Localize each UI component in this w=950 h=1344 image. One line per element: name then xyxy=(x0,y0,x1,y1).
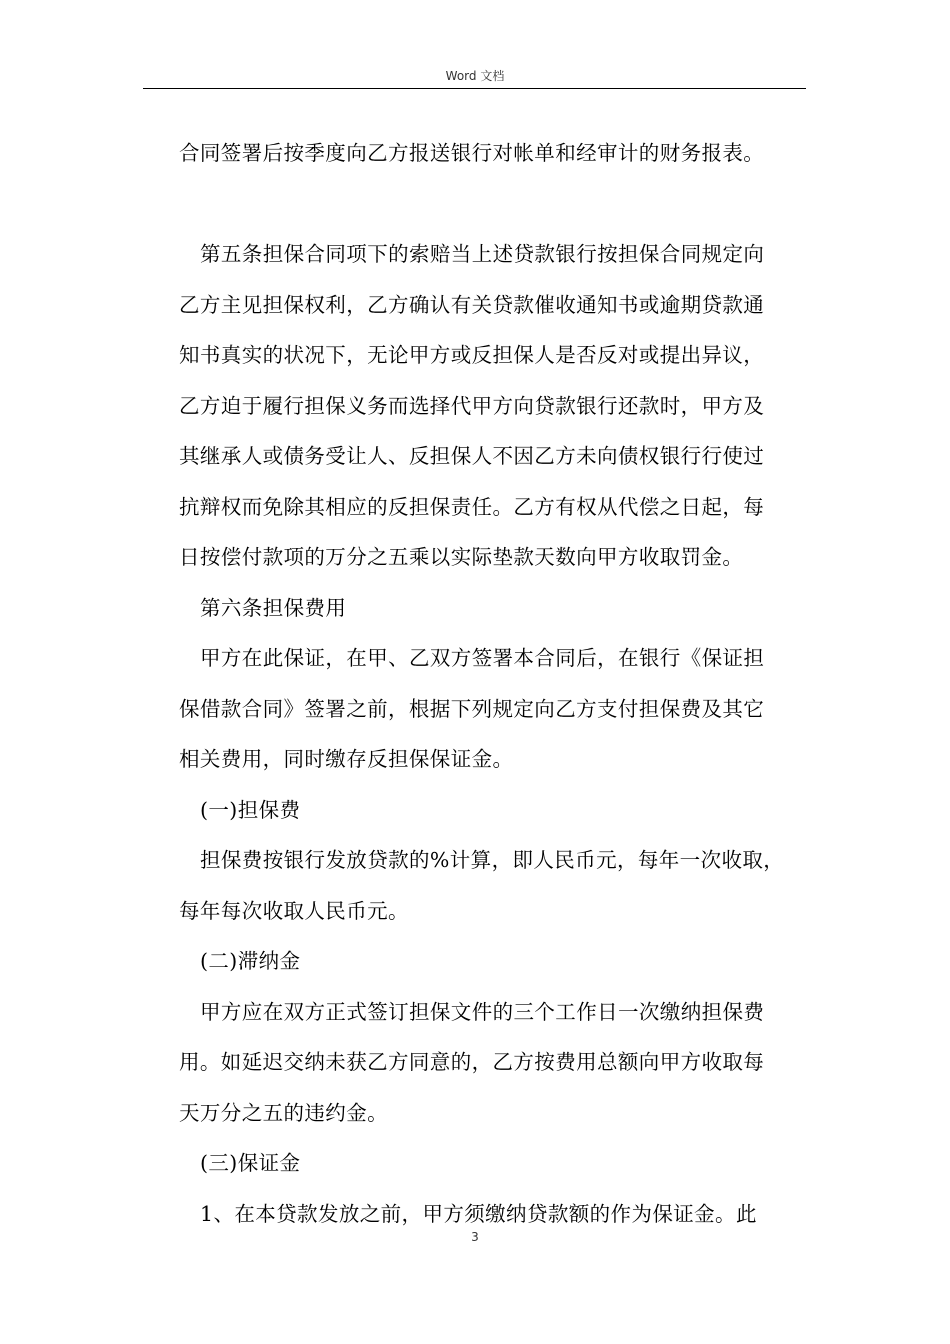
body-line: 日按偿付款项的万分之五乘以实际垫款天数向甲方收取罚金。 xyxy=(179,545,744,569)
section-heading: 第六条担保费用 xyxy=(200,595,347,620)
body-line: 第五条担保合同项下的索赔当上述贷款银行按担保合同规定向 xyxy=(200,242,765,266)
body-line: 保借款合同》签署之前，根据下列规定向乙方支付担保费及其它 xyxy=(179,696,765,721)
body-line: 1、在本贷款发放之前，甲方须缴纳贷款额的作为保证金。此 xyxy=(200,1201,757,1226)
subsection-heading: (二)滞纳金 xyxy=(200,949,301,973)
subsection-heading: (三)保证金 xyxy=(200,1151,301,1175)
body-line: 乙方迫于履行担保义务而选择代甲方向贷款银行还款时，甲方及 xyxy=(179,393,765,418)
document-body xyxy=(179,128,805,1239)
body-line: 用。如延迟交纳未获乙方同意的，乙方按费用总额向甲方收取每 xyxy=(179,1050,765,1074)
paragraph-gap xyxy=(179,179,805,230)
header-title: Word 文档 xyxy=(445,69,505,83)
body-line: 天万分之五的违约金。 xyxy=(179,1100,388,1125)
body-line: 相关费用，同时缴存反担保保证金。 xyxy=(179,747,514,771)
body-line: 甲方在此保证，在甲、乙双方签署本合同后，在银行《保证担 xyxy=(200,646,765,670)
body-line: 合同签署后按季度向乙方报送银行对帐单和经审计的财务报表。 xyxy=(179,141,765,165)
body-line: 知书真实的状况下，无论甲方或反担保人是否反对或提出异议， xyxy=(179,343,765,367)
subsection-heading: (一)担保费 xyxy=(200,797,301,822)
body-line: 担保费按银行发放贷款的%计算，即人民币元，每年一次收取， xyxy=(200,848,785,872)
body-line: 抗辩权而免除其相应的反担保责任。乙方有权从代偿之日起，每 xyxy=(179,494,765,519)
body-line: 乙方主见担保权利，乙方确认有关贷款催收通知书或逾期贷款通 xyxy=(179,292,765,317)
page-number: 3 xyxy=(471,1230,479,1244)
header-divider xyxy=(143,88,806,89)
body-line: 每年每次收取人民币元。 xyxy=(179,898,409,923)
body-line: 其继承人或债务受让人、反担保人不因乙方未向债权银行行使过 xyxy=(179,444,765,468)
body-line: 甲方应在双方正式签订担保文件的三个工作日一次缴纳担保费 xyxy=(200,999,765,1024)
